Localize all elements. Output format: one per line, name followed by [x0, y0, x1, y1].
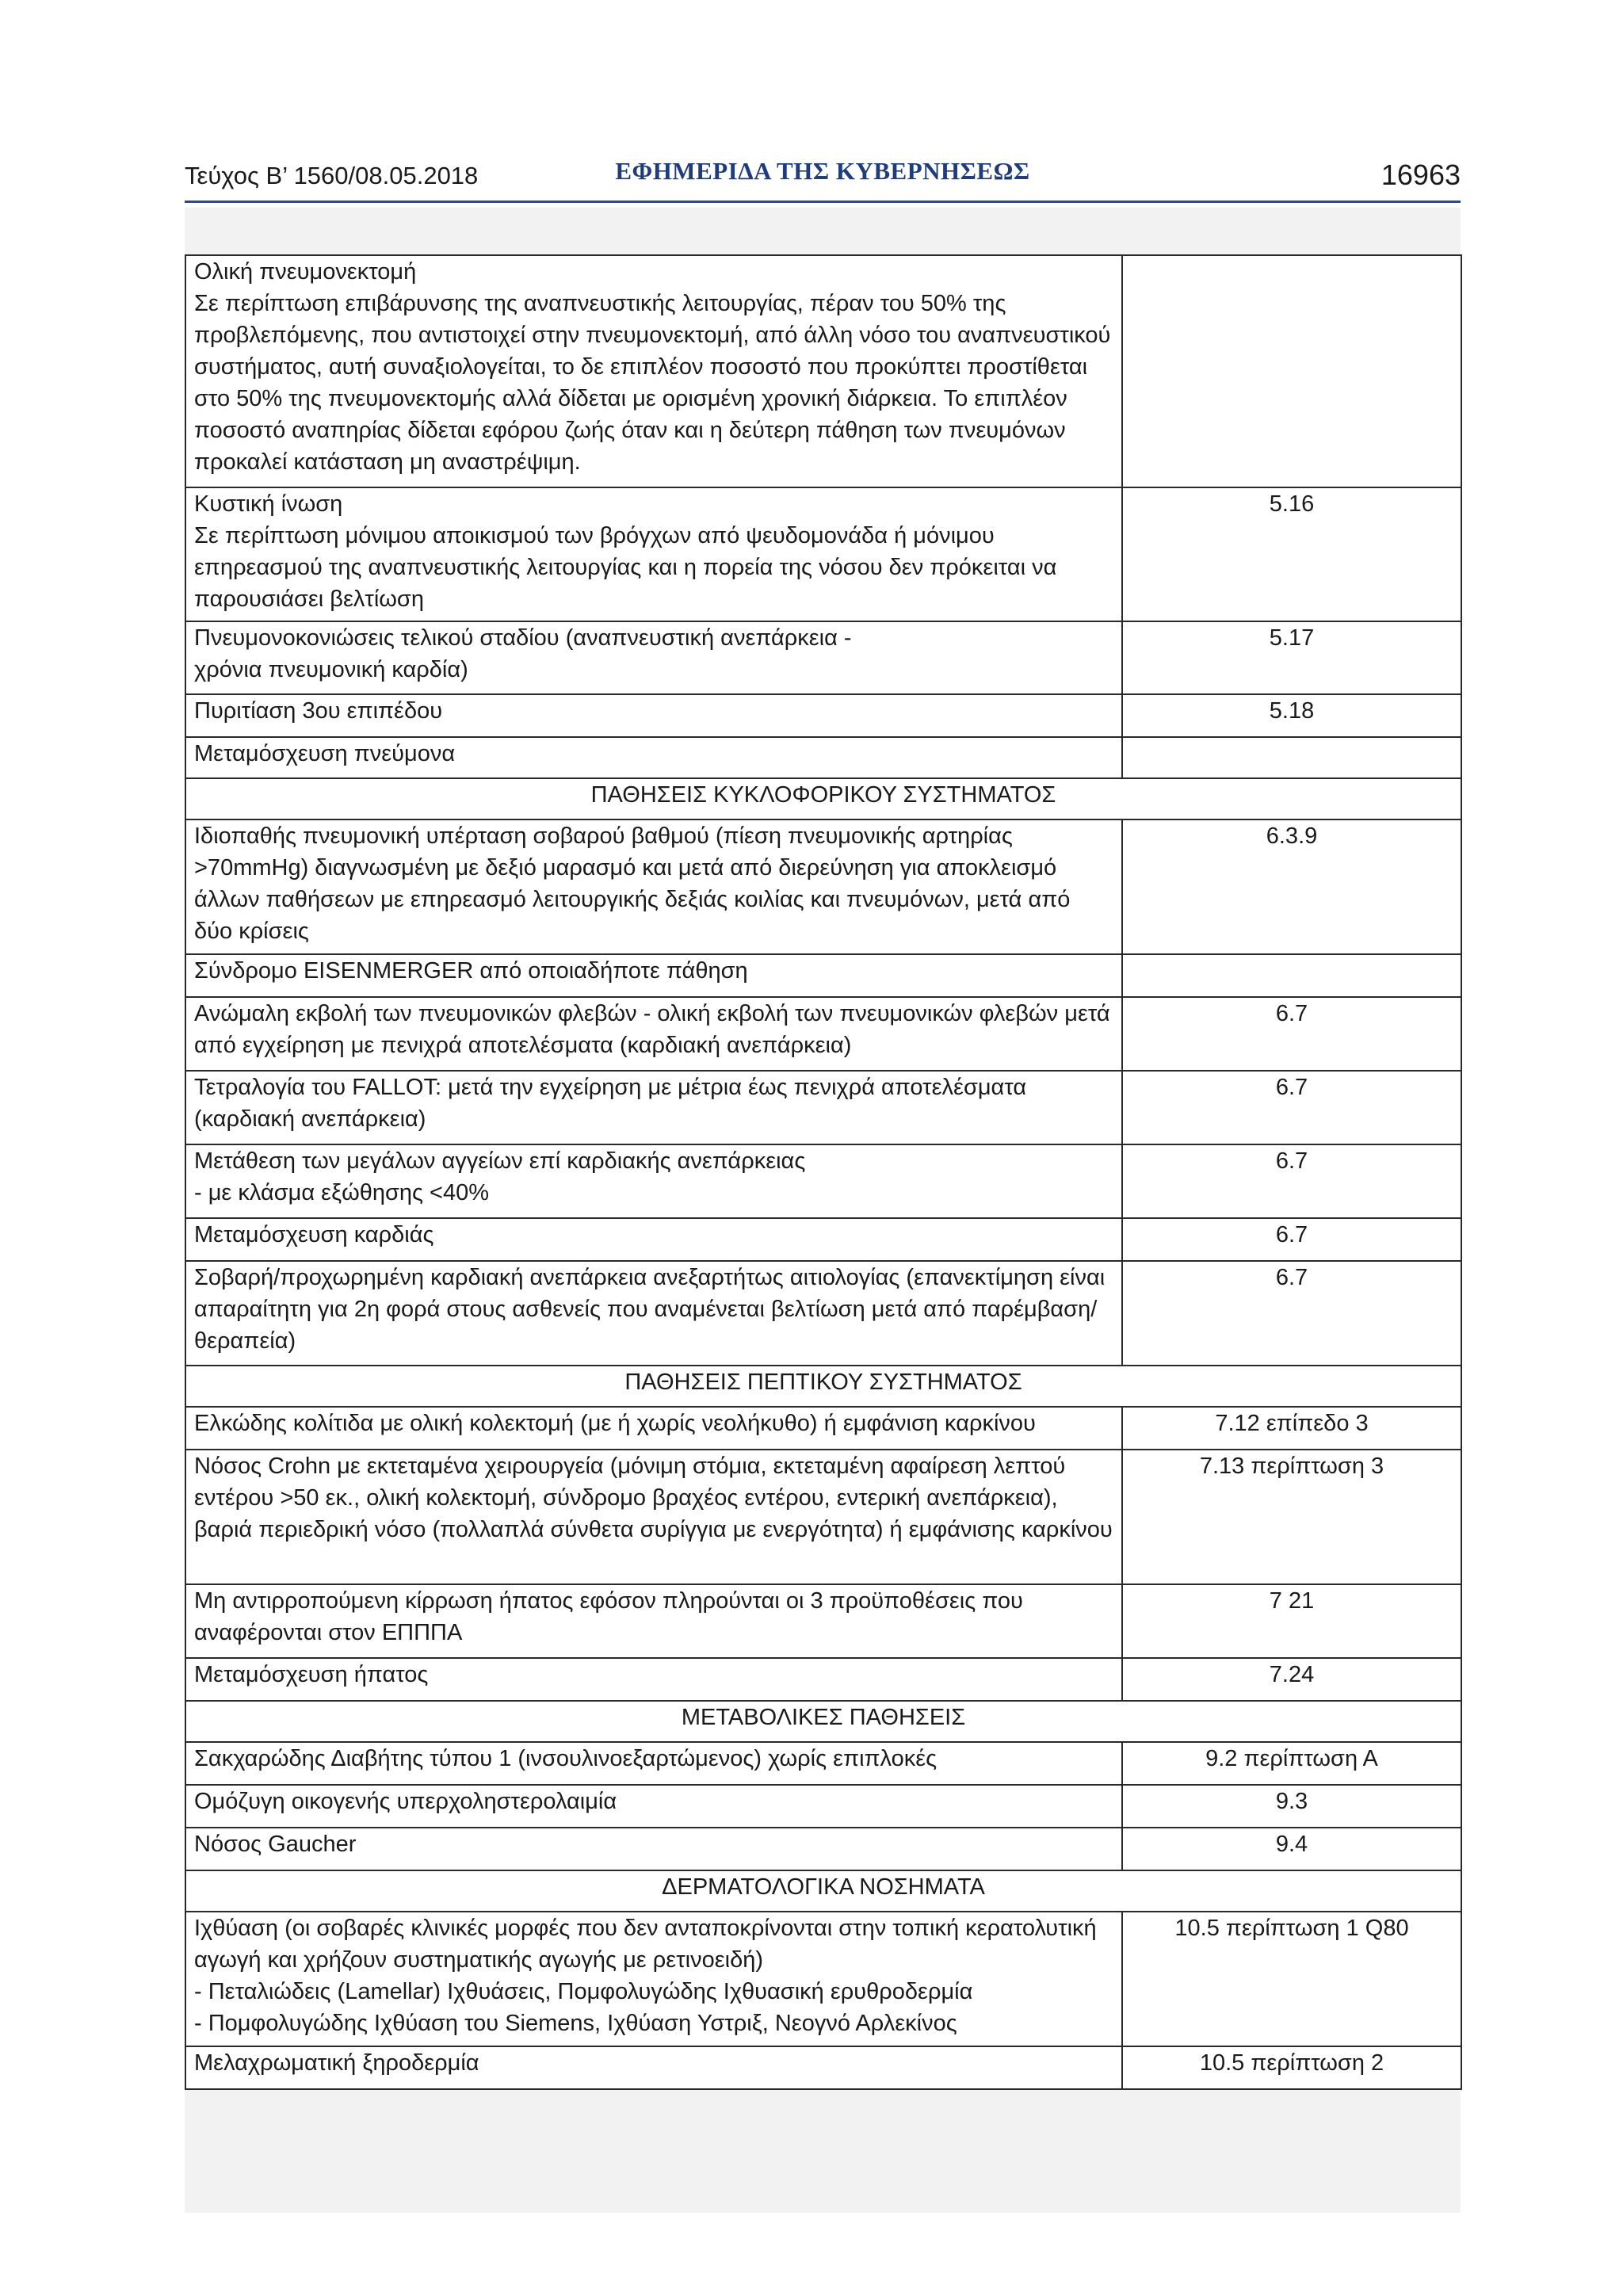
code-cell: 6.7 — [1122, 1144, 1461, 1218]
gazette-title: ΕΦΗΜΕΡΙΔΑ ΤΗΣ ΚΥΒΕΡΝΗΣΕΩΣ — [615, 157, 1030, 185]
condition-cell: Ομόζυγη οικογενής υπερχοληστερολαιμία — [185, 1785, 1122, 1828]
table-row — [185, 1218, 1461, 1261]
section-heading: ΔΕΡΜΑΤΟΛΟΓΙΚΑ ΝΟΣΗΜΑΤΑ — [185, 1870, 1461, 1912]
code-cell: 9.3 — [1122, 1785, 1461, 1828]
condition-cell: Πυριτίαση 3ου επιπέδου — [185, 694, 1122, 737]
table-row — [185, 621, 1461, 694]
condition-cell: Μελαχρωματική ξηροδερμία — [185, 2046, 1122, 2089]
condition-cell: Τετραλογία του FALLOT: μετά την εγχείρηση με μέτρια έως πενιχρά αποτελέσματα (καρδιακή ανεπάρκεια) — [185, 1071, 1122, 1144]
table-row — [185, 2046, 1461, 2089]
table-row — [185, 1658, 1461, 1701]
page-number: 16963 — [1381, 159, 1461, 191]
condition-cell: Ελκώδης κολίτιδα με ολική κολεκτομή (με ή χωρίς νεολήκυθο) ή εμφάνιση καρκίνου — [185, 1407, 1122, 1450]
condition-cell: Μεταμόσχευση καρδιάς — [185, 1218, 1122, 1261]
table-row — [185, 997, 1461, 1071]
condition-cell: Πνευμονοκονιώσεις τελικού σταδίου (αναπνευστική ανεπάρκεια - χρόνια πνευμονική καρδία) — [185, 621, 1122, 694]
code-cell: 6.7 — [1122, 1218, 1461, 1261]
table-row — [185, 1071, 1461, 1144]
condition-cell: Ολική πνευμονεκτομή Σε περίπτωση επιβάρυνσης της αναπνευστικής λειτουργίας, πέραν του 50% της προβλεπόμενης, που αντιστοιχεί στην πνευμονεκτομή, από άλλη νόσο του αναπνευστικού συστήματος, αυτή συναξιολογείται, το δε επιπλέον ποσοστό που προκύπτει προστίθεται στο 50% της πνευμονεκτομής αλλά δίδεται με ορισμένη χρονική διάρκεια. Το επιπλέον ποσοστό αναπηρίας δίδεται εφόρου ζωής όταν και η δεύτερη πάθηση των πνευμόνων προκαλεί κατάσταση μη αναστρέψιμη. — [185, 255, 1122, 487]
condition-cell: Σύνδρομο EISENMERGER από οποιαδήποτε πάθηση — [185, 954, 1122, 997]
table-row — [185, 1261, 1461, 1366]
code-cell: 5.18 — [1122, 694, 1461, 737]
section-row — [185, 778, 1461, 819]
code-cell: 6.7 — [1122, 1261, 1461, 1366]
condition-cell: Ιχθύαση (οι σοβαρές κλινικές μορφές που δεν ανταποκρίνονται στην τοπική κερατολυτική αγωγή και χρήζουν συστηματικής αγωγής με ρετινοειδή) - Πεταλιώδεις (Lamellar) Ιχθυάσεις, Πομφολυγώδης Ιχθυασική ερυθροδερμία - Πομφολυγώδης Ιχθύαση του Siemens, Ιχθύαση Υστριξ, Νεογνό Αρλεκίνος — [185, 1912, 1122, 2046]
table-row — [185, 737, 1461, 778]
code-cell — [1122, 255, 1461, 487]
table-row — [185, 1912, 1461, 2046]
header-rule — [185, 201, 1461, 203]
condition-cell: Μη αντιρροπούμενη κίρρωση ήπατος εφόσον πληρούνται οι 3 προϋποθέσεις που αναφέρονται στον ΕΠΠΠΑ — [185, 1584, 1122, 1658]
table-row — [185, 1144, 1461, 1218]
code-cell: 9.2 περίπτωση Α — [1122, 1742, 1461, 1785]
page-header — [185, 155, 1461, 200]
condition-cell: Κυστική ίνωση Σε περίπτωση μόνιμου αποικισμού των βρόγχων από ψευδομονάδα ή μόνιμου επηρεασμού της αναπνευστικής λειτουργίας και η πορεία της νόσου δεν πρόκειται να παρουσιάσει βελτίωση — [185, 487, 1122, 621]
section-heading: ΠΑΘΗΣΕΙΣ ΠΕΠΤΙΚΟΥ ΣΥΣΤΗΜΑΤΟΣ — [185, 1366, 1461, 1407]
code-cell: 6.7 — [1122, 997, 1461, 1071]
table-row — [185, 1407, 1461, 1450]
table-row — [185, 694, 1461, 737]
code-cell: 10.5 περίπτωση 2 — [1122, 2046, 1461, 2089]
section-row — [185, 1366, 1461, 1407]
code-cell: 9.4 — [1122, 1828, 1461, 1870]
code-cell: 5.17 — [1122, 621, 1461, 694]
code-cell: 7 21 — [1122, 1584, 1461, 1658]
condition-cell: Ανώμαλη εκβολή των πνευμονικών φλεβών - ολική εκβολή των πνευμονικών φλεβών μετά από εγχείρηση με πενιχρά αποτελέσματα (καρδιακή ανεπάρκεια) — [185, 997, 1122, 1071]
code-cell: 5.16 — [1122, 487, 1461, 621]
condition-cell: Σακχαρώδης Διαβήτης τύπου 1 (ινσουλινοεξαρτώμενος) χωρίς επιπλοκές — [185, 1742, 1122, 1785]
table-row — [185, 1584, 1461, 1658]
table-row — [185, 1828, 1461, 1870]
table-row — [185, 1785, 1461, 1828]
code-cell: 7.12 επίπεδο 3 — [1122, 1407, 1461, 1450]
table-row — [185, 255, 1461, 487]
issue-reference: Τεύχος Β’ 1560/08.05.2018 — [185, 162, 479, 189]
condition-cell: Νόσος Gaucher — [185, 1828, 1122, 1870]
condition-cell: Μεταμόσχευση πνεύμονα — [185, 737, 1122, 778]
section-row — [185, 1870, 1461, 1912]
section-heading: ΜΕΤΑΒΟΛΙΚΕΣ ΠΑΘΗΣΕΙΣ — [185, 1701, 1461, 1742]
table-row — [185, 819, 1461, 954]
table-row — [185, 1742, 1461, 1785]
condition-cell: Μετάθεση των μεγάλων αγγείων επί καρδιακής ανεπάρκειας - με κλάσμα εξώθησης <40% — [185, 1144, 1122, 1218]
code-cell: 6.3.9 — [1122, 819, 1461, 954]
table-row — [185, 487, 1461, 621]
condition-cell: Ιδιοπαθής πνευμονική υπέρταση σοβαρού βαθμού (πίεση πνευμονικής αρτηρίας >70mmHg) διαγνωσμένη με δεξιό μαρασμό και μετά από διερεύνηση για αποκλεισμό άλλων παθήσεων με επηρεασμό λειτουργικής δεξιάς κοιλίας και πνευμόνων, μετά από δύο κρίσεις — [185, 819, 1122, 954]
table-row — [185, 1450, 1461, 1584]
condition-cell: Νόσος Crohn με εκτεταμένα χειρουργεία (μόνιμη στόμια, εκτεταμένη αφαίρεση λεπτού εντέρου >50 εκ., ολική κολεκτομή, σύνδρομο βραχέος εντέρου, εντερική ανεπάρκεια), βαριά περιεδρική νόσο (πολλαπλά σύνθετα συρίγγια με ενεργότητα) ή εμφάνισης καρκίνου — [185, 1450, 1122, 1584]
code-cell — [1122, 737, 1461, 778]
section-row — [185, 1701, 1461, 1742]
code-cell: 7.13 περίπτωση 3 — [1122, 1450, 1461, 1584]
code-cell: 7.24 — [1122, 1658, 1461, 1701]
code-cell — [1122, 954, 1461, 997]
condition-cell: Μεταμόσχευση ήπατος — [185, 1658, 1122, 1701]
disability-table — [185, 254, 1462, 2090]
code-cell: 6.7 — [1122, 1071, 1461, 1144]
table-row — [185, 954, 1461, 997]
condition-cell: Σοβαρή/προχωρημένη καρδιακή ανεπάρκεια ανεξαρτήτως αιτιολογίας (επανεκτίμηση είναι απαραίτητη για 2η φορά στους ασθενείς που αναμένεται βελτίωση μετά από παρέμβαση/θεραπεία) — [185, 1261, 1122, 1366]
section-heading: ΠΑΘΗΣΕΙΣ ΚΥΚΛΟΦΟΡΙΚΟΥ ΣΥΣΤΗΜΑΤΟΣ — [185, 778, 1461, 819]
code-cell: 10.5 περίπτωση 1 Q80 — [1122, 1912, 1461, 2046]
